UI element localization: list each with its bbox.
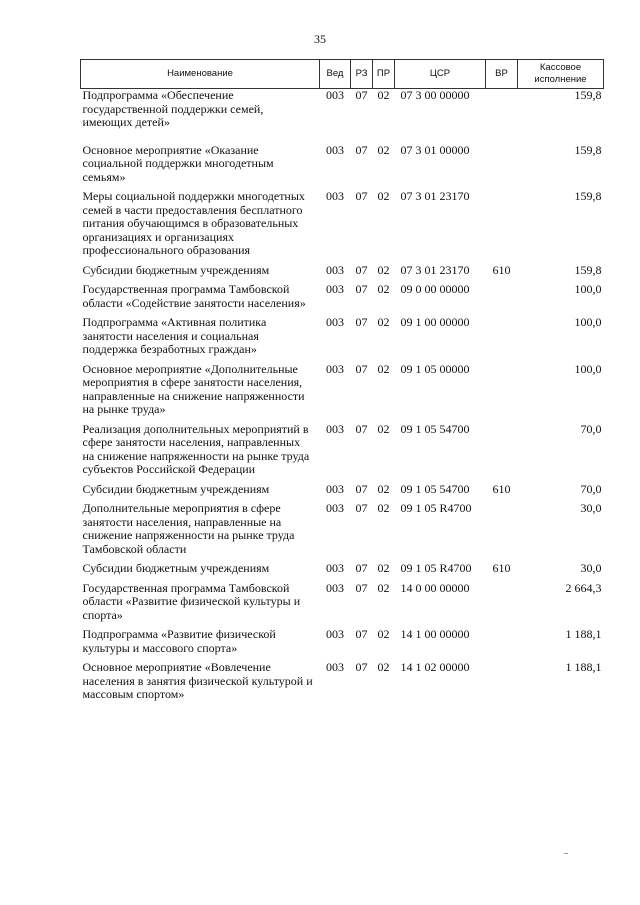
- cell-csr: 09 1 05 R4700: [400, 501, 472, 515]
- cell-amount: 159,8: [574, 88, 602, 102]
- cell-name: Субсидии бюджетным учреждениям: [82, 561, 270, 575]
- cell-name: Дополнительные мероприятия в сфере занятости населения, направленные на снижение напряженности на рынке труда Тамбовской области: [82, 501, 295, 556]
- cell-csr: 07 3 01 23170: [400, 262, 470, 277]
- cell-csr: 14 1 02 00000: [400, 660, 470, 674]
- cell-amount: 100,0: [574, 315, 602, 329]
- table-row: [81, 283, 604, 316]
- cell-pr: 02: [377, 142, 390, 157]
- cell-pr: 02: [377, 481, 390, 496]
- cell-pr: 02: [377, 627, 390, 641]
- cell-rz: 07: [355, 561, 368, 575]
- cell-name: Основное мероприятие «Оказание социальной поддержки многодетным семьям»: [82, 142, 274, 184]
- cell-ved: 003: [326, 627, 344, 641]
- cell-vr: 610: [492, 481, 511, 496]
- cell-name: Меры социальной поддержки многодетных семей в части предоставления бесплатного питания обучающимся в образовательных организациях и организациях профессионального образования: [82, 189, 305, 257]
- table-row: [81, 562, 604, 582]
- cell-pr: 02: [377, 580, 390, 595]
- cell-name: Реализация дополнительных мероприятий в сфере занятости населения, направленных на снижение напряженности на рынке труда субъектов Российской Федерации: [82, 421, 310, 476]
- cell-pr: 02: [377, 660, 390, 674]
- cell-amount: 159,8: [574, 189, 602, 203]
- cell-pr: 02: [377, 88, 390, 102]
- cell-ved: 003: [326, 561, 344, 575]
- scan-mark: [564, 853, 568, 854]
- cell-csr: 09 1 05 54700: [400, 481, 470, 496]
- cell-pr: 02: [377, 501, 390, 515]
- cell-amount: 1 188,1: [565, 627, 602, 641]
- cell-ved: 003: [326, 88, 344, 102]
- header-name: Наименование: [81, 60, 320, 89]
- table-row: [81, 628, 604, 661]
- cell-pr: 02: [377, 421, 390, 436]
- cell-csr: 07 3 01 00000: [400, 142, 470, 157]
- cell-pr: 02: [377, 282, 390, 296]
- cell-pr: 02: [377, 189, 390, 203]
- cell-rz: 07: [355, 142, 368, 157]
- cell-vr: [486, 283, 518, 316]
- table-row: [81, 316, 604, 363]
- cell-ved: 003: [326, 660, 344, 674]
- cell-vr: [486, 136, 518, 191]
- cell-amount: 30,0: [580, 561, 602, 575]
- table-row: [81, 136, 604, 191]
- cell-ved: 003: [326, 142, 344, 157]
- cell-csr: 09 1 00 00000: [400, 315, 470, 329]
- cell-pr: 02: [377, 561, 390, 575]
- cell-name: Подпрограмма «Обеспечение государственной поддержки семей, имеющих детей»: [82, 88, 264, 129]
- header-ved: Вед: [320, 60, 351, 89]
- cell-amount: 159,8: [574, 142, 602, 157]
- cell-vr: [486, 502, 518, 562]
- header-amount: Кассовое исполнение: [518, 60, 604, 89]
- cell-rz: 07: [355, 660, 368, 674]
- cell-ved: 003: [326, 501, 344, 515]
- cell-rz: 07: [355, 627, 368, 641]
- budget-table: [80, 59, 604, 708]
- cell-amount: 100,0: [574, 282, 602, 296]
- cell-rz: 07: [355, 262, 368, 277]
- cell-rz: 07: [355, 580, 368, 595]
- table-row: [81, 89, 604, 136]
- cell-ved: 003: [326, 481, 344, 496]
- table-row: [81, 264, 604, 284]
- table-row: [81, 423, 604, 483]
- cell-amount: 30,0: [580, 501, 602, 515]
- cell-amount: 2 664,3: [565, 580, 602, 595]
- cell-pr: 02: [377, 315, 390, 329]
- cell-pr: 02: [377, 262, 390, 277]
- cell-vr: [486, 190, 518, 264]
- cell-csr: 09 1 05 R4700: [400, 561, 472, 575]
- cell-pr: 02: [377, 361, 390, 376]
- cell-vr: [486, 363, 518, 423]
- cell-name: Субсидии бюджетным учреждениям: [82, 481, 270, 496]
- cell-vr: 610: [492, 262, 511, 277]
- table-body: [81, 89, 604, 708]
- cell-name: Подпрограмма «Развитие физической культуры и массового спорта»: [82, 627, 276, 655]
- table-row: [81, 363, 604, 423]
- cell-csr: 09 1 05 54700: [400, 421, 470, 436]
- cell-csr: 14 0 00 00000: [400, 580, 470, 595]
- cell-rz: 07: [355, 315, 368, 329]
- cell-name: Государственная программа Тамбовской области «Развитие физической культуры и спорта»: [82, 580, 301, 622]
- cell-ved: 003: [326, 421, 344, 436]
- cell-vr: [486, 89, 518, 136]
- cell-amount: 1 188,1: [565, 660, 602, 674]
- cell-rz: 07: [355, 481, 368, 496]
- cell-ved: 003: [326, 315, 344, 329]
- cell-rz: 07: [355, 361, 368, 376]
- cell-csr: 09 1 05 00000: [400, 361, 470, 376]
- cell-name: Подпрограмма «Активная политика занятости населения и социальная поддержка безработных граждан»: [82, 315, 267, 356]
- cell-rz: 07: [355, 88, 368, 102]
- cell-csr: 09 0 00 00000: [400, 282, 470, 296]
- cell-ved: 003: [326, 580, 344, 595]
- cell-csr: 07 3 00 00000: [400, 88, 470, 102]
- cell-name: Основное мероприятие «Дополнительные мероприятия в сфере занятости населения, направленные на снижение напряженности на рынке труда»: [82, 361, 305, 416]
- cell-amount: 159,8: [574, 262, 602, 277]
- cell-name: Субсидии бюджетным учреждениям: [82, 262, 270, 277]
- cell-vr: [486, 423, 518, 483]
- cell-vr: [486, 582, 518, 629]
- table-row: [81, 661, 604, 708]
- table-row: [81, 582, 604, 629]
- cell-rz: 07: [355, 421, 368, 436]
- cell-vr: [486, 316, 518, 363]
- cell-rz: 07: [355, 189, 368, 203]
- table-row: [81, 190, 604, 264]
- table-header-row: [81, 60, 604, 89]
- cell-amount: 70,0: [580, 481, 602, 496]
- page-number: 35: [314, 32, 326, 46]
- cell-name: Основное мероприятие «Вовлечение населения в занятия физической культурой и массовым спортом»: [82, 660, 313, 701]
- table-row: [81, 483, 604, 503]
- header-csr: ЦСР: [395, 60, 486, 89]
- cell-rz: 07: [355, 282, 368, 296]
- cell-vr: [486, 628, 518, 661]
- cell-csr: 14 1 00 00000: [400, 627, 470, 641]
- header-pr: ПР: [373, 60, 395, 89]
- cell-vr: [486, 661, 518, 708]
- cell-rz: 07: [355, 501, 368, 515]
- cell-vr: 610: [492, 561, 511, 575]
- table-row: [81, 502, 604, 562]
- cell-ved: 003: [326, 361, 344, 376]
- header-vr: ВР: [486, 60, 518, 89]
- cell-csr: 07 3 01 23170: [400, 189, 470, 203]
- cell-amount: 100,0: [574, 361, 602, 376]
- cell-ved: 003: [326, 262, 344, 277]
- cell-ved: 003: [326, 282, 344, 296]
- cell-amount: 70,0: [580, 421, 602, 436]
- cell-name: Государственная программа Тамбовской области «Содействие занятости населения»: [82, 282, 306, 310]
- cell-ved: 003: [326, 189, 344, 203]
- header-rz: РЗ: [351, 60, 373, 89]
